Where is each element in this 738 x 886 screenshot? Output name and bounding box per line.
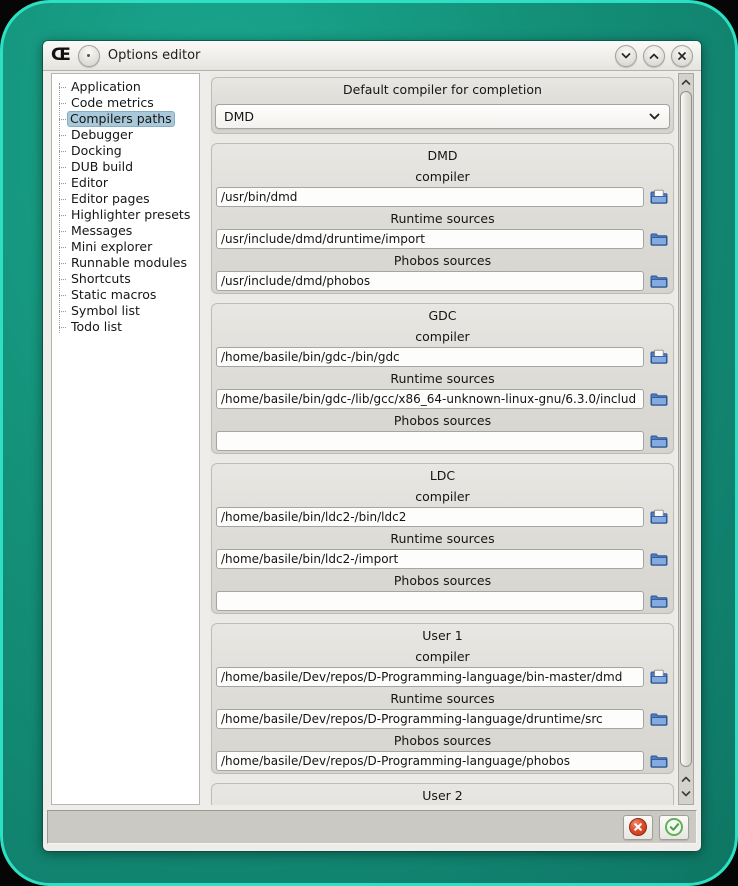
titlebar[interactable]	[43, 41, 701, 71]
window-title: Options editor	[107, 48, 201, 63]
folder-icon	[650, 593, 668, 609]
roll-down-button[interactable]	[615, 45, 637, 67]
select-folder-button[interactable]	[648, 591, 669, 611]
chevron-up-icon	[681, 79, 691, 86]
path-field-label: Runtime sources	[390, 691, 495, 706]
compilers-paths-panel	[210, 73, 675, 805]
path-input[interactable]	[216, 709, 644, 729]
vertical-scrollbar[interactable]	[678, 73, 694, 805]
compiler-group-title: GDC	[428, 308, 457, 323]
sidebar-item[interactable]	[52, 207, 199, 223]
open-file-icon	[650, 669, 668, 685]
sidebar-item-label: Todo list	[71, 319, 123, 334]
folder-icon	[650, 711, 668, 727]
folder-icon	[650, 231, 668, 247]
compiler-group	[211, 623, 674, 774]
folder-icon	[650, 551, 668, 567]
select-folder-button[interactable]	[648, 549, 669, 569]
path-field	[212, 208, 673, 250]
footer-bar	[47, 810, 697, 844]
sidebar-item[interactable]	[52, 175, 199, 191]
open-file-icon	[650, 349, 668, 365]
sidebar-item[interactable]	[52, 303, 199, 319]
roll-up-button[interactable]	[643, 45, 665, 67]
select-file-button[interactable]	[648, 187, 669, 207]
select-file-button[interactable]	[648, 667, 669, 687]
compiler-group-title: User 2	[422, 788, 463, 803]
close-button[interactable]	[671, 45, 693, 67]
sidebar-item[interactable]	[52, 127, 199, 143]
path-field	[212, 688, 673, 730]
compiler-group-fields	[212, 486, 673, 612]
sidebar-item-label: Messages	[71, 223, 133, 238]
sidebar-item-label: Application	[71, 79, 141, 94]
compiler-group-fields	[212, 646, 673, 772]
accept-check-icon	[665, 818, 683, 836]
path-field-label: Phobos sources	[393, 573, 492, 588]
path-input[interactable]	[216, 667, 644, 687]
folder-icon	[650, 753, 668, 769]
path-field	[212, 570, 673, 612]
chevron-down-icon	[648, 112, 661, 121]
compiler-group	[211, 303, 674, 454]
folder-icon	[650, 391, 668, 407]
coedit-logo-icon: Œ	[51, 45, 70, 65]
chevron-up-icon	[648, 52, 660, 60]
compiler-group-fields	[212, 326, 673, 452]
path-field	[212, 410, 673, 452]
sidebar-item[interactable]	[52, 143, 199, 159]
sidebar-item[interactable]	[52, 79, 199, 95]
sidebar-item[interactable]	[52, 223, 199, 239]
scroll-up-button[interactable]	[679, 75, 693, 89]
path-field	[212, 368, 673, 410]
select-folder-button[interactable]	[648, 229, 669, 249]
compiler-group	[211, 463, 674, 614]
titlebar-buttons	[615, 45, 693, 67]
default-compiler-select[interactable]	[215, 104, 670, 129]
path-field-label: Phobos sources	[393, 253, 492, 268]
sidebar-item-label: Code metrics	[71, 95, 154, 110]
accept-button[interactable]	[659, 815, 689, 840]
compiler-group	[211, 783, 674, 805]
open-file-icon	[650, 189, 668, 205]
path-field-label: compiler	[415, 649, 470, 664]
sidebar-item[interactable]	[52, 111, 199, 127]
path-field-label: Runtime sources	[390, 211, 495, 226]
path-field	[212, 326, 673, 368]
sidebar-item-label: Runnable modules	[71, 255, 187, 270]
path-field	[212, 486, 673, 528]
sidebar-item-label: Debugger	[71, 127, 133, 142]
path-input[interactable]	[216, 507, 644, 527]
scrollbar-thumb[interactable]	[680, 91, 692, 767]
path-input[interactable]	[216, 591, 644, 611]
path-input[interactable]	[216, 347, 644, 367]
sidebar-item-label: Mini explorer	[71, 239, 153, 254]
select-file-button[interactable]	[648, 347, 669, 367]
category-tree	[51, 73, 200, 805]
path-field-label: Runtime sources	[390, 531, 495, 546]
select-file-button[interactable]	[648, 507, 669, 527]
sidebar-item[interactable]	[52, 271, 199, 287]
select-folder-button[interactable]	[648, 389, 669, 409]
sidebar-item-label: Static macros	[71, 287, 157, 302]
path-field	[212, 646, 673, 688]
path-field-label: Runtime sources	[390, 371, 495, 386]
path-field-label: compiler	[415, 329, 470, 344]
category-tree-items	[52, 77, 199, 335]
compiler-group	[211, 143, 674, 294]
chevron-down-icon	[681, 790, 691, 797]
path-field-label: Phobos sources	[393, 413, 492, 428]
close-icon	[677, 51, 687, 61]
path-input[interactable]	[216, 229, 644, 249]
path-field-label: compiler	[415, 489, 470, 504]
compiler-group-title: LDC	[429, 468, 456, 483]
compiler-group-fields	[212, 166, 673, 292]
path-input[interactable]	[216, 271, 644, 291]
path-field	[212, 166, 673, 208]
path-input[interactable]	[216, 187, 644, 207]
path-field	[212, 528, 673, 570]
cancel-button[interactable]	[623, 815, 653, 840]
sidebar-item-label: Editor	[71, 175, 108, 190]
menu-dot-icon	[87, 54, 90, 57]
sidebar-item[interactable]	[52, 239, 199, 255]
sidebar-item-label: Shortcuts	[71, 271, 131, 286]
sidebar-item-label: Docking	[71, 143, 122, 158]
sidebar-item[interactable]	[52, 159, 199, 175]
scroll-down-button[interactable]	[679, 786, 693, 800]
chevron-down-icon	[620, 52, 632, 60]
compiler-group-title: User 1	[422, 628, 463, 643]
path-field-label: Phobos sources	[393, 733, 492, 748]
default-compiler-group-title: Default compiler for completion	[343, 82, 542, 97]
content-area	[43, 73, 701, 805]
sidebar-item-label: Editor pages	[71, 191, 150, 206]
scroll-up-button-bottom[interactable]	[679, 772, 693, 786]
select-folder-button[interactable]	[648, 271, 669, 291]
sidebar-item-label: DUB build	[71, 159, 134, 174]
options-editor-dialog	[43, 41, 701, 851]
select-folder-button[interactable]	[648, 709, 669, 729]
select-folder-button[interactable]	[648, 431, 669, 451]
sidebar-item[interactable]	[52, 95, 199, 111]
compiler-group-title: DMD	[427, 148, 458, 163]
sidebar-item-label: Symbol list	[71, 303, 140, 318]
path-input[interactable]	[216, 431, 644, 451]
cancel-cross-icon	[629, 818, 647, 836]
default-compiler-selected-value: DMD	[224, 109, 255, 124]
path-field	[212, 730, 673, 772]
chevron-up-icon	[681, 776, 691, 783]
sidebar-item-label: Highlighter presets	[71, 207, 191, 222]
default-compiler-group	[211, 77, 674, 134]
path-field	[212, 250, 673, 292]
sidebar-item[interactable]	[52, 287, 199, 303]
titlebar-menu-button[interactable]	[78, 45, 100, 67]
path-field-label: compiler	[415, 169, 470, 184]
sidebar-item[interactable]	[52, 191, 199, 207]
folder-icon	[650, 433, 668, 449]
select-folder-button[interactable]	[648, 751, 669, 771]
path-input[interactable]	[216, 549, 644, 569]
splitter[interactable]	[200, 73, 210, 805]
path-input[interactable]	[216, 751, 644, 771]
open-file-icon	[650, 509, 668, 525]
folder-icon	[650, 273, 668, 289]
path-input[interactable]	[216, 389, 644, 409]
sidebar-item[interactable]	[52, 255, 199, 271]
sidebar-item[interactable]	[52, 319, 199, 335]
sidebar-item-label: Compilers paths	[67, 111, 175, 127]
